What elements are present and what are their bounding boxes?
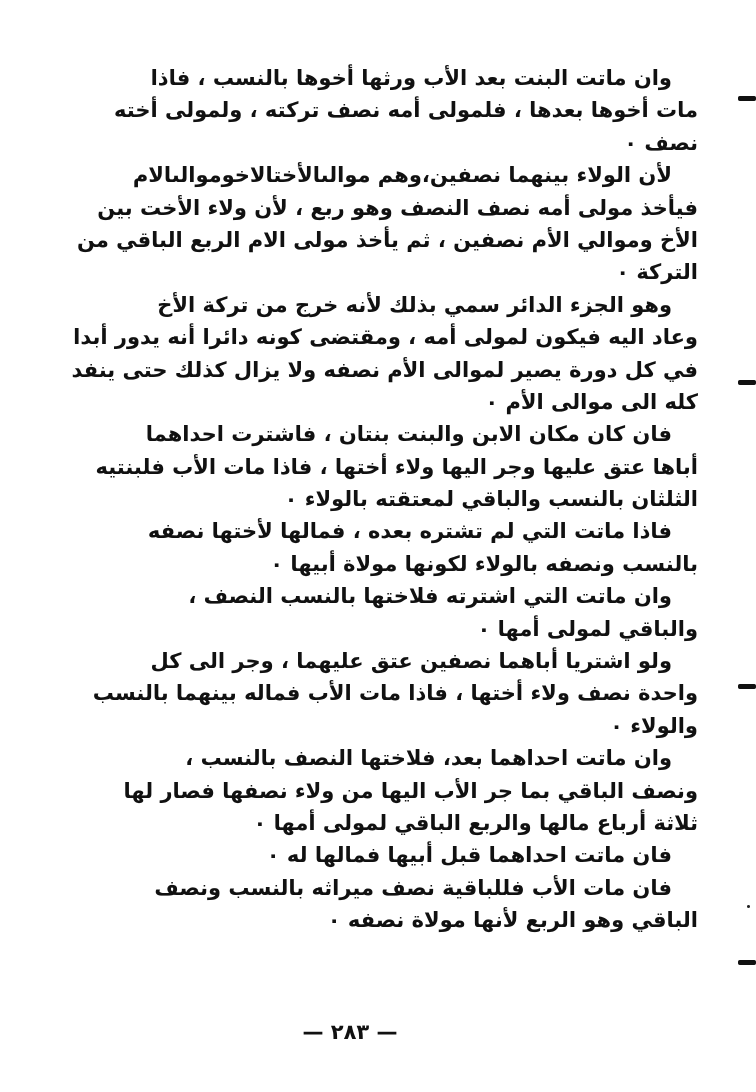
text-line: مات أخوها بعدها ، فلمولى أمه نصف تركته ، ولمولى أخته	[114, 98, 698, 123]
text-line: والولاء ٠	[610, 713, 698, 738]
margin-mark	[738, 684, 756, 689]
text-line: فان مات الأب فللباقية نصف ميراثه بالنسب ونصف	[154, 875, 672, 900]
text-line: واحدة نصف ولاء أختها ، فاذا مات الأب فماله بينهما بالنسب	[92, 681, 698, 706]
text-line: بالنسب ونصفه بالولاء لكونها مولاة أبيها ٠	[270, 551, 698, 576]
text-line: وان ماتت التي اشترته فلاختها بالنسب النصف ،	[188, 584, 672, 609]
text-line: الثلثان بالنسب والباقي لمعتقته بالولاء ٠	[284, 487, 698, 512]
margin-mark	[738, 380, 756, 385]
text-line: ولو اشتريا أباهما نصفين عتق عليهما ، وجر الى كل	[150, 649, 672, 674]
text-line: التركة ٠	[616, 260, 698, 285]
text-line: الأخ وموالي الأم نصفين ، ثم يأخذ مولى الام الربع الباقي من	[76, 227, 698, 252]
margin-mark	[738, 96, 756, 101]
margin-mark	[738, 960, 756, 965]
text-line: فيأخذ مولى أمه نصف النصف وهو ربع ، لأن ولاء الأخت بين	[97, 195, 698, 220]
text-line: الباقي وهو الربع لأنها مولاة نصفه ٠	[327, 908, 698, 933]
text-line: في كل دورة يصير لموالى الأم نصفه ولا يزال كذلك حتى ينفد	[71, 357, 698, 382]
text-line: نصف ٠	[624, 130, 698, 155]
text-line: ونصف الباقي بما جر الأب اليها من ولاء نصفها فصار لها	[123, 778, 698, 803]
scan-speck	[747, 905, 750, 908]
text-line: فاذا ماتت التي لم تشتره بعده ، فمالها لأختها نصفه	[147, 519, 672, 544]
text-line: لأن الولاء بينهما نصفين،وهم موالىالأختالاخوموالىالام	[132, 163, 672, 188]
page-number: — ٢٨٣ —	[302, 1020, 398, 1044]
text-line: كله الى موالى الأم ٠	[485, 389, 698, 414]
text-line: والباقي لمولى أمها ٠	[477, 616, 698, 641]
text-line: ثلاثة أرباع مالها والربع الباقي لمولى أمها ٠	[253, 810, 698, 835]
text-line: وعاد اليه فيكون لمولى أمه ، ومقتضى كونه دائرا أنه يدور أبدا	[73, 325, 698, 350]
text-line: أباها عتق عليها وجر اليها ولاء أختها ، فاذا مات الأب فلبنتيه	[95, 454, 698, 479]
text-line: فان كان مكان الابن والبنت بنتان ، فاشترت احداهما	[145, 422, 672, 447]
text-line: وهو الجزء الدائر سمي بذلك لأنه خرج من تركة الأخ	[157, 292, 672, 317]
text-line: وان ماتت البنت بعد الأب ورثها أخوها بالنسب ، فاذا	[150, 66, 672, 90]
text-line: وان ماتت احداهما بعد، فلاختها النصف بالنسب ،	[185, 746, 672, 771]
text-line: فان ماتت احداهما قبل أبيها فمالها له ٠	[266, 843, 672, 868]
page-body-text	[58, 62, 698, 937]
